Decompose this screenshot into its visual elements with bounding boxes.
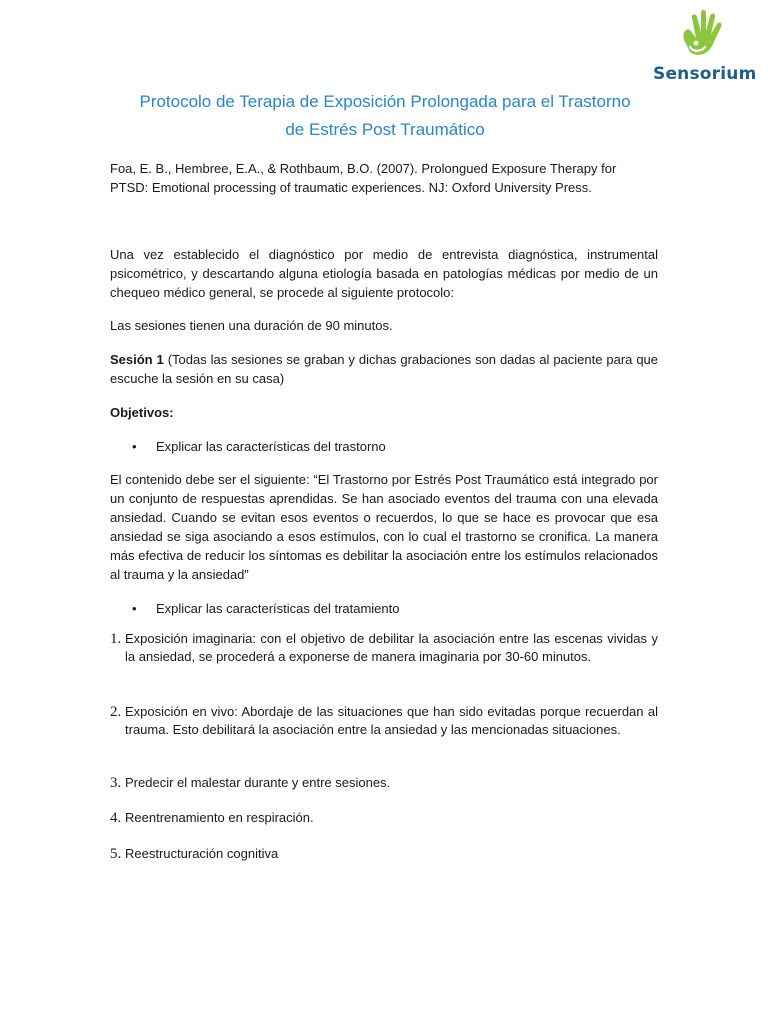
list-number: 2.	[110, 704, 122, 720]
bullet-text: Explicar las características del tratamiento	[156, 601, 400, 616]
content-paragraph: El contenido debe ser el siguiente: “El Trastorno por Estrés Post Traumático está integrado por un conjunto de respuestas aprendidas. Se han asociado eventos del trauma con una elevada ansiedad. Cuando se evitan esos eventos o recuerdos, lo que se hace es provocar que esa ansiedad se siga asociando a esos estímulos, con lo cual el trastorno se cronifica. La manera más efectiva de reducir los síntomas es debilitar la asociación entre los estímulos relacionados al trauma y la ansiedad”	[110, 472, 658, 582]
list-number: 3.	[110, 775, 122, 791]
list-number: 4.	[110, 810, 122, 826]
session-duration: Las sesiones tienen una duración de 90 minutos.	[110, 318, 393, 333]
list-text: Exposición en vivo: Abordaje de las situaciones que han sido evitadas porque recuerdan al trauma. Esto debilitará la asociación entre la ansiedad y las mencionadas situaciones.	[125, 704, 658, 737]
brand-name: Sensorium	[653, 64, 757, 84]
title-line-2: de Estrés Post Traumático	[285, 120, 485, 139]
page-title	[95, 88, 675, 144]
list-text: Reentrenamiento en respiración.	[125, 810, 314, 825]
list-text: Reestructuración cognitiva	[125, 846, 279, 861]
bullet-icon: •	[132, 439, 137, 454]
intro-paragraph: Una vez establecido el diagnóstico por medio de entrevista diagnóstica, instrumental psicométrico, y descartando alguna etiología basada en patologías médicas por medio de un chequeo médico general, se procede al siguiente protocolo:	[110, 247, 658, 300]
sensorium-logo	[648, 10, 757, 84]
session-label: Sesión 1	[110, 352, 164, 367]
objectives-heading: Objetivos:	[110, 405, 174, 420]
bullet-text: Explicar las características del trastorno	[156, 439, 386, 454]
session-1-paragraph	[110, 350, 658, 388]
reference-citation: Foa, E. B., Hembree, E.A., & Rothbaum, B.O. (2007). Prolongued Exposure Therapy for PTSD: Emotional processing of traumatic experiences. NJ: Oxford University Press.	[110, 161, 617, 195]
session-note: (Todas las sesiones se graban y dichas grabaciones son dadas al paciente para que escuche la sesión en su casa)	[110, 352, 659, 386]
list-number: 1.	[110, 631, 122, 647]
list-number: 5.	[110, 846, 122, 862]
title-line-1: Protocolo de Terapia de Exposición Prolongada para el Trastorno	[139, 92, 631, 111]
list-text: Exposición imaginaria: con el objetivo de debilitar la asociación entre las escenas vividas y la ansiedad, se procederá a exponerse de manera imaginaria por 30-60 minutos.	[125, 631, 658, 664]
bullet-icon: •	[132, 601, 137, 616]
list-text: Predecir el malestar durante y entre sesiones.	[125, 775, 391, 790]
hand-icon	[674, 10, 726, 62]
